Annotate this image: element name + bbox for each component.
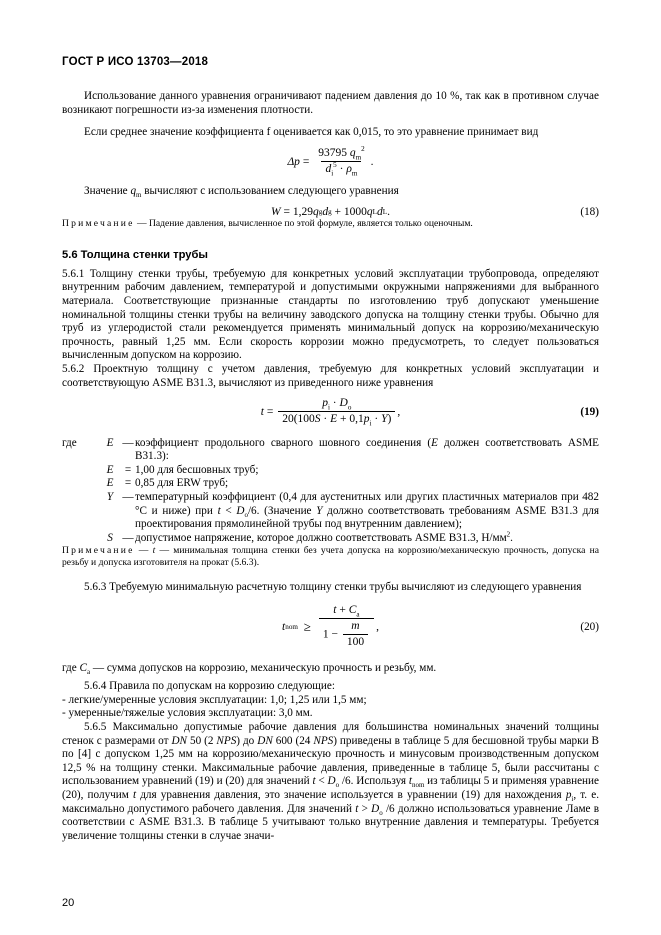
definition-symbol: Y — [106, 490, 114, 503]
definition-symbol: E — [106, 436, 114, 449]
definition-dash: — — [122, 531, 134, 544]
page-number: 20 — [62, 897, 75, 909]
section-title-5-6: 5.6 Толщина стенки трубы — [62, 248, 208, 261]
page-header: ГОСТ Р ИСО 13703—2018 — [62, 56, 209, 68]
definition-symbol: S — [107, 531, 113, 544]
formula-18-number: (18) — [580, 205, 599, 218]
definitions-list — [62, 437, 599, 546]
formula-17: Δp = $\frac{93795 q_m^2}{d_i^5 \cdot \rho_m}$ . — [287, 144, 374, 178]
definition-text: температурный коэффициент (0,4 для аустенитных или других пластичных материалов при 482 °C и ниже) при $t < D_o/6$. (Значение Y должно соответствовать требованиям ASME B31.3 для проектирования прямолинейной трубы под внутренним давлением); — [135, 490, 599, 531]
note-1: Примечание — Падение давления, вычисленное по этой формуле, является только оценочным. — [62, 217, 473, 229]
definition-row-E-erw — [62, 477, 599, 491]
definition-symbol: E — [106, 477, 114, 490]
definition-row-E-seamless — [62, 464, 599, 478]
definition-row-Y — [62, 491, 599, 532]
paragraph-5-6-3: 5.6.3 Требуемую минимальную расчетную толщину стенки трубы вычисляют из следующего уравнения — [84, 581, 582, 594]
list-item-light-moderate: - легкие/умеренные условия эксплуатации: 1,0; 1,25 или 1,5 мм; — [62, 693, 367, 706]
paragraph-qm: Значение $q_m$ вычисляют с использованием следующего уравнения — [84, 185, 399, 200]
formula-19: t = $\frac{p_i \cdot D_o}{20(100S \cdot E + 0,1p_i \cdot Y)}$ , — [260, 397, 401, 428]
note-1-text: — Падение давления, вычисленное по этой формуле, является только оценочным. — [134, 217, 473, 229]
formula-19-row — [62, 397, 599, 426]
formula-19-number: (19) — [580, 405, 599, 418]
definition-text: допустимое напряжение, которое должно соответствовать ASME B31.3, $Н/мм^2$. — [135, 530, 513, 544]
definition-dash: = — [124, 463, 132, 476]
paragraph-5-6-2: 5.6.2 Проектную толщину с учетом давления, требуемую для конкретных условий эксплуатации и соответствующую ASME B31.3, вычисляют из приведенного ниже уравнения — [62, 362, 599, 389]
formula-20-number: (20) — [580, 620, 599, 633]
formula-20: t nom ≥ $t + C_a$ 1 − $\frac{m}{100}$ , — [282, 603, 379, 649]
definition-symbol: E — [106, 463, 114, 476]
list-item-moderate-severe: - умеренные/тяжелые условия эксплуатации: 3,0 мм. — [62, 707, 313, 720]
paragraph-5-6-4: 5.6.4 Правила по допускам на коррозию следующие: — [84, 680, 335, 693]
definition-text: 0,85 для ERW труб; — [135, 477, 229, 490]
definition-row-S — [62, 532, 599, 546]
definition-text: 1,00 для бесшовных труб; — [135, 463, 259, 476]
definition-dash: — — [122, 490, 134, 503]
definition-row-E-main — [62, 437, 599, 464]
paragraph-ca: где $C_a$ — сумма допусков на коррозию, механическую прочность и резьбу, мм. — [62, 661, 437, 676]
paragraph-intro: Использование данного уравнения ограничивают падением давления до 10 %, так как в противном случае возникают погрешности из-за изменения плотности. — [62, 90, 599, 116]
paragraph-5-6-5: 5.6.5 Максимально допустимые рабочие давления для большинства номинальных значений толщины стенок с размерами от DN 50 (2 NPS) до DN 600 (24 NPS) приведены в таблице 5 для бесшовной трубы марки B по [4] с допуском 1,25 мм на коррозию/механическую прочность и минусовым производственным допуском 12,5 % на толщину стенки. Максимальные рабочие давления, приведенные в таблице 5, были рассчитаны с использованием уравнений (19) и (20) для значений $t < D_o$ /6. Используя $t_{nom}$ из таблицы 5 и применяя уравнение (20), получим t для уравнения давления, это значение используется в уравнении (19) для нахождения $p_i$, т. е. максимально допустимого рабочего давления. Для значений $t > D_o$ /6 должно использоваться уравнение Ламе в соответствии с ASME B31.3. В таблице 5 учитывают только внутренние давления и температуры. Требуется увеличение толщины стенки в случае значи- — [62, 720, 600, 842]
paragraph-f-coefficient: Если среднее значение коэффициента f оценивается как 0,015, то это уравнение принимает вид — [84, 126, 539, 139]
formula-18: W = 1,29 q g d g + 1000 q L d L . — [271, 205, 390, 218]
paragraph-5-6-1: 5.6.1 Толщину стенки трубы, требуемую для конкретных условий эксплуатации трубопровода, определяют внутренним рабочим давлением, температурой и допустимыми окружными напряжениями для выбранного материала. Соответствующие признанные стандарты по изготовлению труб допускают уменьшение номинальной толщины стенки трубы на величину заводского допуска на толщину стенки трубы. Обычно для труб из углеродистой стали рекомендуется применять минимальный допуск на коррозию/механическую прочность, равный 1,25 мм. Если скорость коррозии можно предусмотреть, то следует пользоваться вычисленным допуском на коррозию. — [62, 267, 599, 362]
where-label: где — [62, 436, 77, 449]
formula-18-row — [62, 206, 599, 218]
note-2: Примечание — t — минимальная толщина стенки без учета допуска на коррозию/механическую прочность, допуска на резьбу и допуска изготовителя на прокат (5.6.3). — [62, 545, 600, 569]
definition-text: коэффициент продольного сварного шовного соединения (E должен соответствовать ASME B31.3): — [135, 436, 599, 463]
formula-20-row — [62, 604, 599, 650]
definition-dash: — — [122, 436, 134, 449]
formula-17-row — [62, 144, 599, 178]
definition-dash: = — [124, 477, 132, 490]
